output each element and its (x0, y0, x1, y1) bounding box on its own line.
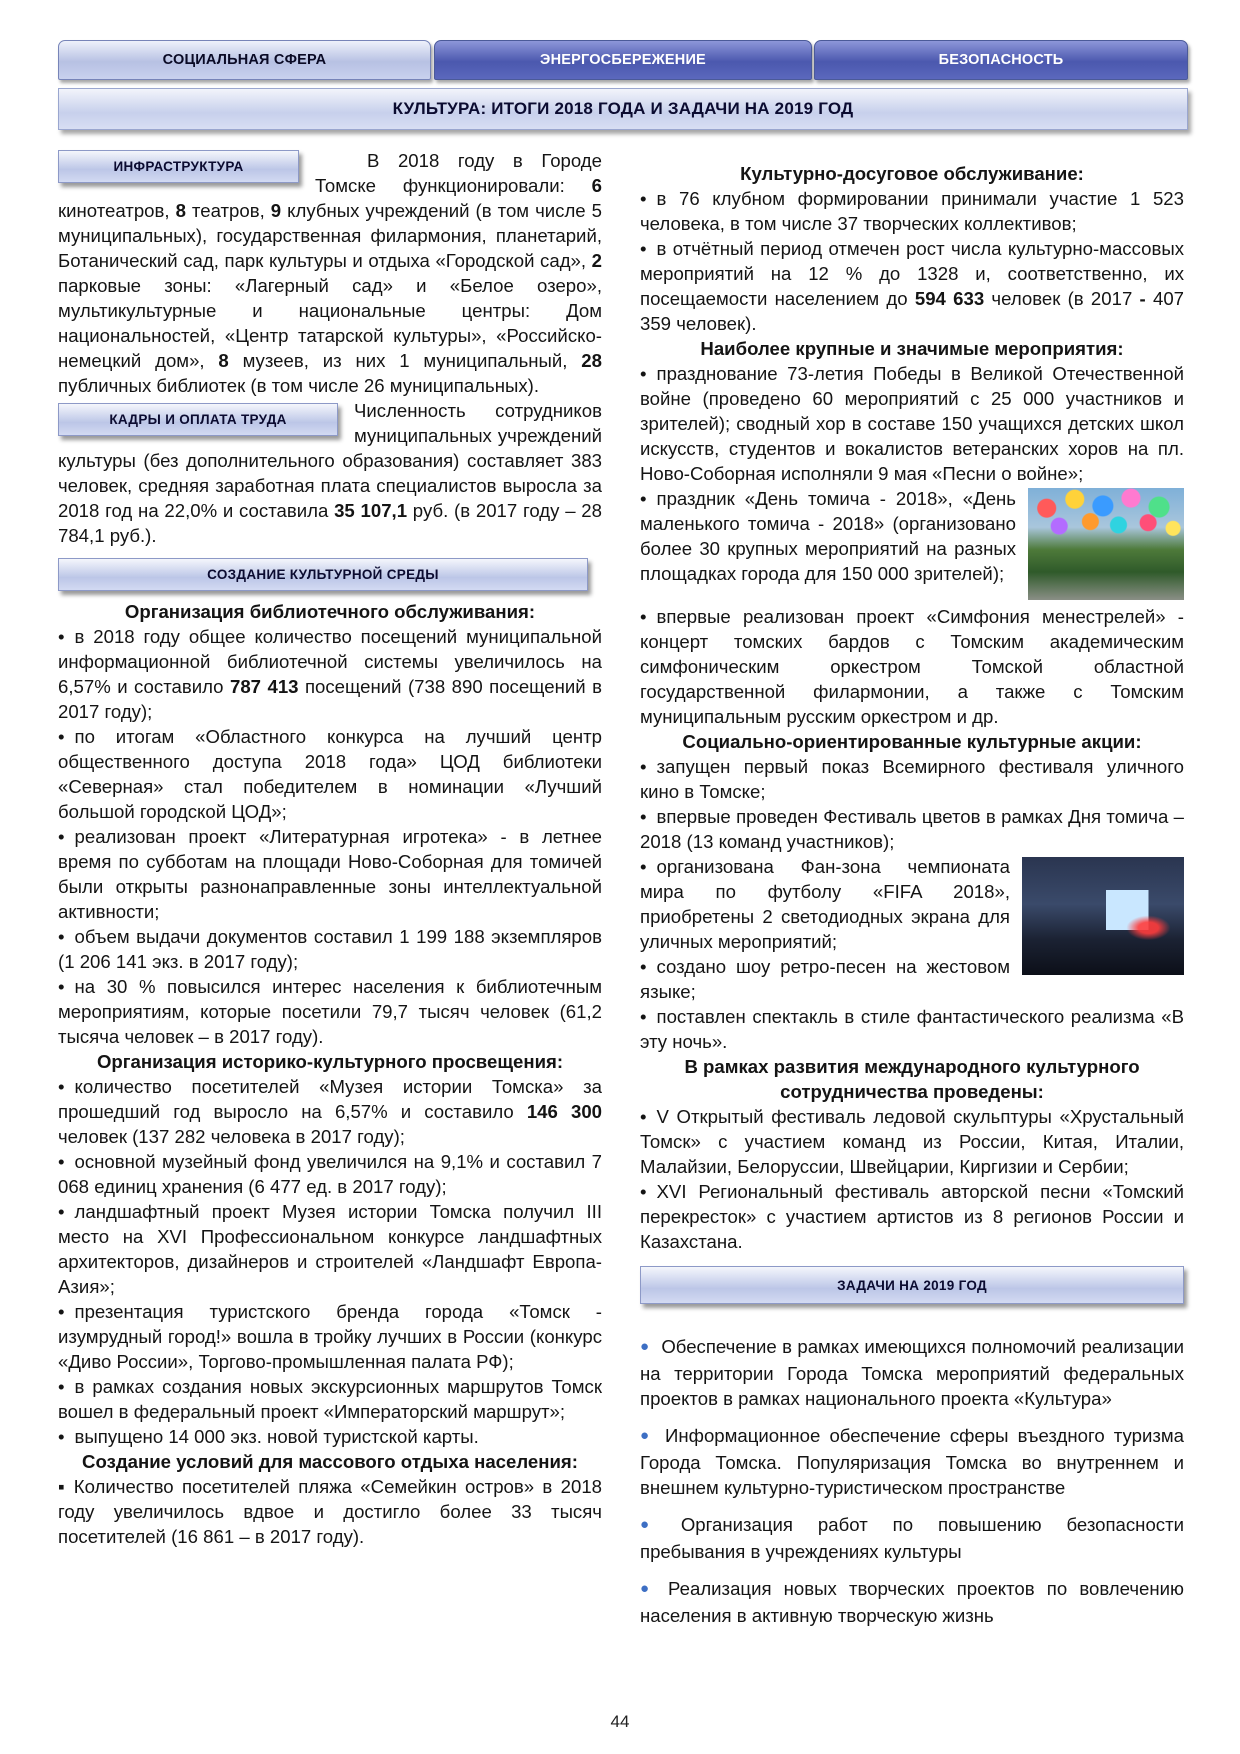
library-item: • в 2018 году общее количество посещений муниципальной информационной библиотечной системы увеличилось на 6,57% и составило 787 413 посещений (738 890 посещений в 2017 году); (58, 624, 602, 724)
event-item: • впервые реализован проект «Симфония менестрелей» - концерт томских бардов с Томским академическим симфоническим оркестром Томской областной государственной филармонии, а также с Томским муниципальным русским оркестром и др. (640, 604, 1184, 729)
social-action-item: • впервые проведен Фестиваль цветов в рамках Дня томича – 2018 (13 команд участников); (640, 804, 1184, 854)
staff-text: Численность сотрудников муниципальных учреждений культуры (без дополнительного образования) составляет 383 человек, средняя заработная плата специалистов выросла за 2018 год на 22,0% и составила 35 107,1 руб. (в 2017 году – 28 784,1 руб.). (58, 400, 602, 546)
history-item: • в рамках создания новых экскурсионных маршрутов Томск вошел в федеральный проект «Императорский маршрут»; (58, 1374, 602, 1424)
international-item: • V Открытый фестиваль ледовой скульптуры «Хрустальный Томск» с участием команд из России, Китая, Италии, Малайзии, Белоруссии, Швейцарии, Киргизии и Сербии; (640, 1104, 1184, 1179)
infrastructure-header: ИНФРАСТРУКТУРА (58, 150, 299, 183)
tab-energy-saving[interactable]: ЭНЕРГОСБЕРЕЖЕНИЕ (434, 40, 812, 80)
fan-zone-photo (1022, 857, 1184, 975)
international-section-title: В рамках развития международного культурного сотрудничества проведены: (684, 1056, 1140, 1102)
social-action-item: • организована Фан-зона чемпионата мира по футболу «FIFA 2018», приобретены 2 светодиодных экрана для уличных мероприятий; (640, 854, 1184, 954)
history-section-title: Организация историко-культурного просвещения: (96, 1051, 564, 1072)
task-item: ● Информационное обеспечение сферы въездного туризма Города Томска. Популяризация Томска во внутреннем и внешнем культурно-туристическом пространстве (640, 1423, 1184, 1500)
history-item: • презентация туристского бренда города «Томск - изумрудный город!» вошла в тройку лучших в России (конкурс «Диво России», Торгово-промышленная палата РФ); (58, 1299, 602, 1374)
page-number: 44 (610, 1712, 630, 1731)
library-item: • по итогам «Областного конкурса на лучший центр общественного доступа 2018 года» ЦОД библиотеки «Северная» стал победителем в номинации «Лучший большой городской ЦОД»; (58, 724, 602, 824)
left-column (58, 148, 602, 1549)
social-action-item: • поставлен спектакль в стиле фантастического реализма «В эту ночь». (640, 1004, 1184, 1054)
culture-environment-header: СОЗДАНИЕ КУЛЬТУРНОЙ СРЕДЫ (58, 558, 588, 591)
task-item: ● Реализация новых творческих проектов по вовлечению населения в активную творческую жизнь (640, 1576, 1184, 1628)
social-action-item: • создано шоу ретро-песен на жестовом языке; (640, 954, 1184, 1004)
umbrella-festival-photo (1028, 488, 1184, 600)
events-section-title: Наиболее крупные и значимые мероприятия: (700, 338, 1124, 359)
recreation-item: ▪ Количество посетителей пляжа «Семейкин остров» в 2018 году увеличилось вдвое и достигло более 33 тысяч посетителей (16 861 – в 2017 году). (58, 1474, 602, 1549)
history-item: • выпущено 14 000 экз. новой туристской карты. (58, 1424, 602, 1449)
tab-social-sphere[interactable]: СОЦИАЛЬНАЯ СФЕРА (58, 40, 431, 80)
library-section-title: Организация библиотечного обслуживания: (124, 601, 536, 622)
leisure-section-title: Культурно-досуговое обслуживание: (740, 163, 1084, 184)
right-column (640, 161, 1184, 1628)
social-actions-title: Социально-ориентированные культурные акции: (682, 731, 1142, 752)
recreation-section-title: Создание условий для массового отдыха населения: (82, 1451, 578, 1472)
international-item: • XVI Региональный фестиваль авторской песни «Томский перекресток» с участием артистов из 8 регионов России и Казахстана. (640, 1179, 1184, 1254)
history-item: • ландшафтный проект Музея истории Томска получил III место на XVI Профессиональном конкурсе ландшафтных архитекторов, дизайнеров и строителей «Ландшафт Европа-Азия»; (58, 1199, 602, 1299)
leisure-item: • в 76 клубном формировании принимали участие 1 523 человека, в том числе 37 творческих коллективов; (640, 186, 1184, 236)
library-item: • реализован проект «Литературная игротека» - в летнее время по субботам на площади Ново-Соборная для томичей были открыты разнонаправленные зоны интеллектуальной активности; (58, 824, 602, 924)
task-item: ● Обеспечение в рамках имеющихся полномочий реализации на территории Города Томска мероприятий федеральных проектов в рамках национального проекта «Культура» (640, 1334, 1184, 1411)
infrastructure-text: В 2018 году в Городе Томске функционировали: 6 кинотеатров, 8 театров, 9 клубных учреждений (в том числе 5 муниципальных), государственная филармония, планетарий, Ботанический сад, парк культуры и отдыха «Городской сад», 2 парковые зоны: «Лагерный сад» и «Белое озеро», мультикультурные и национальные центры: Дом национальностей, «Центр татарской культуры», «Российско-немецкий дом», 8 музеев, из них 1 муниципальный, 28 публичных библиотек (в том числе 26 муниципальных). (58, 150, 602, 396)
leisure-item: • в отчётный период отмечен рост числа культурно-массовых мероприятий на 12 % до 1328 и, соответственно, их посещаемости населением до 594 633 человек (в 2017 - 407 359 человек). (640, 236, 1184, 336)
tasks-header: ЗАДАЧИ НА 2019 ГОД (640, 1266, 1184, 1304)
section-tab-bar (58, 40, 1188, 80)
task-item: ● Организация работ по повышению безопасности пребывания в учреждениях культуры (640, 1512, 1184, 1564)
library-item: • объем выдачи документов составил 1 199 188 экземпляров (1 206 141 экз. в 2017 году); (58, 924, 602, 974)
social-action-item: • запущен первый показ Всемирного фестиваля уличного кино в Томске; (640, 754, 1184, 804)
event-item: • празднование 73-летия Победы в Великой Отечественной войне (проведено 60 мероприятий с 25 000 участников и зрителей); сводный хор в составе 150 учащихся детских школ искусств, студентов и вокалистов ветеранских хоров на пл. Ново-Соборная исполняли 9 мая «Песни о войне»; (640, 361, 1184, 486)
tab-security[interactable]: БЕЗОПАСНОСТЬ (814, 40, 1188, 80)
staff-header: КАДРЫ И ОПЛАТА ТРУДА (58, 403, 338, 436)
history-item: • количество посетителей «Музея истории Томска» за прошедший год выросло на 6,57% и составило 146 300 человек (137 282 человека в 2017 году); (58, 1074, 602, 1149)
event-item: • праздник «День томича - 2018», «День маленького томича - 2018» (организовано более 30 крупных мероприятий на разных площадках города для 150 000 зрителей); (640, 486, 1184, 586)
history-item: • основной музейный фонд увеличился на 9,1% и составил 7 068 единиц хранения (6 477 ед. в 2017 году); (58, 1149, 602, 1199)
page-title: КУЛЬТУРА: ИТОГИ 2018 ГОДА И ЗАДАЧИ НА 2019 ГОД (58, 88, 1188, 130)
library-item: • на 30 % повысился интерес населения к библиотечным мероприятиям, которые посетили 79,7 тысяч человек (61,2 тысяча человек – в 2017 году). (58, 974, 602, 1049)
